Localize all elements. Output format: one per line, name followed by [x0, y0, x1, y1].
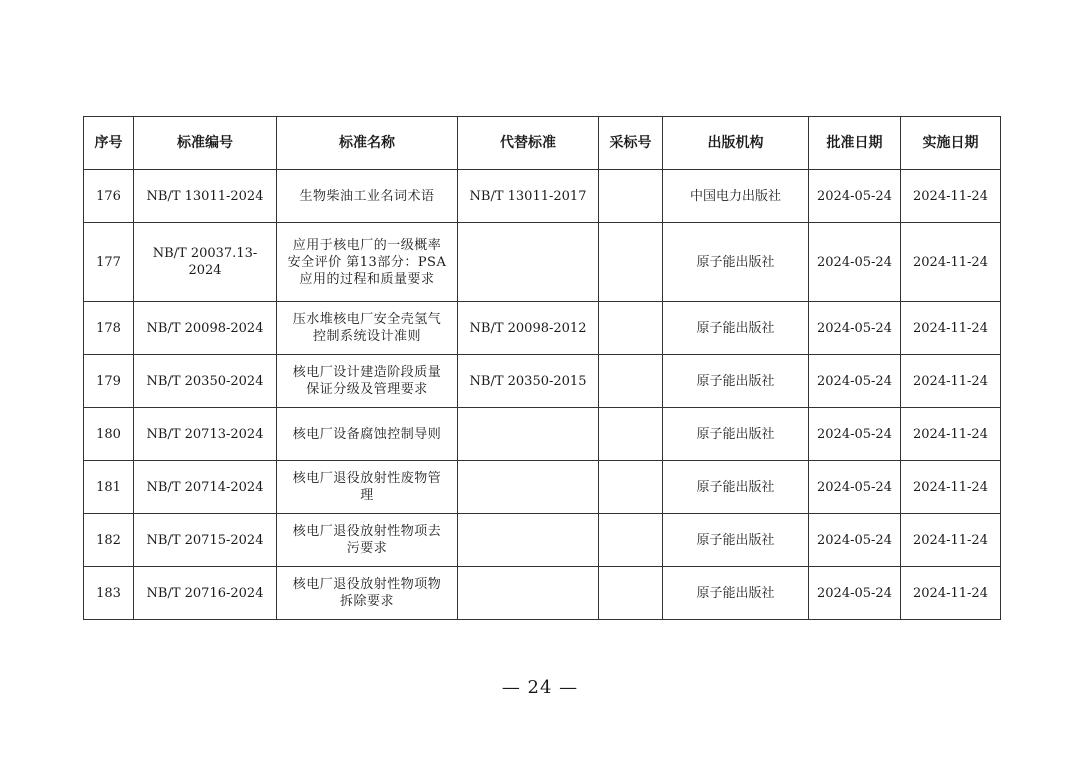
cell-seq: 182 — [84, 514, 134, 567]
cell-seq: 179 — [84, 355, 134, 408]
cell-publisher: 原子能出版社 — [663, 514, 809, 567]
cell-adopted — [599, 302, 663, 355]
table-row — [84, 461, 1001, 514]
table-row — [84, 355, 1001, 408]
cell-adopted — [599, 355, 663, 408]
cell-name: 核电厂设计建造阶段质量保证分级及管理要求 — [277, 355, 458, 408]
cell-adopted — [599, 223, 663, 302]
cell-seq: 176 — [84, 170, 134, 223]
header-publisher: 出版机构 — [663, 117, 809, 170]
table-row — [84, 567, 1001, 620]
cell-seq: 180 — [84, 408, 134, 461]
cell-effective: 2024-11-24 — [901, 567, 1001, 620]
cell-seq: 178 — [84, 302, 134, 355]
cell-name: 核电厂退役放射性废物管理 — [277, 461, 458, 514]
cell-name: 生物柴油工业名词术语 — [277, 170, 458, 223]
cell-code: NB/T 20716-2024 — [134, 567, 277, 620]
header-seq: 序号 — [84, 117, 134, 170]
cell-replaces: NB/T 13011-2017 — [458, 170, 599, 223]
cell-replaces: NB/T 20098-2012 — [458, 302, 599, 355]
cell-approved: 2024-05-24 — [809, 567, 901, 620]
cell-name: 应用于核电厂的一级概率安全评价 第13部分：PSA应用的过程和质量要求 — [277, 223, 458, 302]
cell-name: 核电厂退役放射性物项去污要求 — [277, 514, 458, 567]
cell-publisher: 中国电力出版社 — [663, 170, 809, 223]
table-row — [84, 302, 1001, 355]
header-effective: 实施日期 — [901, 117, 1001, 170]
cell-replaces — [458, 514, 599, 567]
cell-code: NB/T 20715-2024 — [134, 514, 277, 567]
standards-table — [83, 116, 1001, 620]
cell-code: NB/T 20098-2024 — [134, 302, 277, 355]
cell-effective: 2024-11-24 — [901, 461, 1001, 514]
header-replaces: 代替标准 — [458, 117, 599, 170]
cell-replaces — [458, 408, 599, 461]
header-row — [84, 117, 1001, 170]
table-row — [84, 170, 1001, 223]
cell-approved: 2024-05-24 — [809, 355, 901, 408]
header-code: 标准编号 — [134, 117, 277, 170]
cell-replaces — [458, 567, 599, 620]
table-row — [84, 408, 1001, 461]
cell-publisher: 原子能出版社 — [663, 302, 809, 355]
cell-approved: 2024-05-24 — [809, 514, 901, 567]
cell-seq: 177 — [84, 223, 134, 302]
cell-publisher: 原子能出版社 — [663, 461, 809, 514]
header-adopted: 采标号 — [599, 117, 663, 170]
cell-effective: 2024-11-24 — [901, 355, 1001, 408]
cell-adopted — [599, 567, 663, 620]
header-name: 标准名称 — [277, 117, 458, 170]
cell-effective: 2024-11-24 — [901, 514, 1001, 567]
page-number: — 24 — — [501, 677, 579, 698]
cell-replaces: NB/T 20350-2015 — [458, 355, 599, 408]
cell-code: NB/T 20350-2024 — [134, 355, 277, 408]
cell-code: NB/T 20037.13-2024 — [134, 223, 277, 302]
cell-adopted — [599, 408, 663, 461]
cell-code: NB/T 20714-2024 — [134, 461, 277, 514]
cell-effective: 2024-11-24 — [901, 170, 1001, 223]
cell-name: 核电厂设备腐蚀控制导则 — [277, 408, 458, 461]
cell-adopted — [599, 170, 663, 223]
cell-approved: 2024-05-24 — [809, 170, 901, 223]
cell-adopted — [599, 514, 663, 567]
cell-adopted — [599, 461, 663, 514]
cell-effective: 2024-11-24 — [901, 408, 1001, 461]
cell-code: NB/T 13011-2024 — [134, 170, 277, 223]
cell-effective: 2024-11-24 — [901, 223, 1001, 302]
cell-approved: 2024-05-24 — [809, 461, 901, 514]
cell-effective: 2024-11-24 — [901, 302, 1001, 355]
cell-replaces — [458, 223, 599, 302]
cell-replaces — [458, 461, 599, 514]
cell-name: 核电厂退役放射性物项物拆除要求 — [277, 567, 458, 620]
cell-name: 压水堆核电厂安全壳氢气控制系统设计准则 — [277, 302, 458, 355]
cell-publisher: 原子能出版社 — [663, 355, 809, 408]
cell-publisher: 原子能出版社 — [663, 408, 809, 461]
cell-seq: 183 — [84, 567, 134, 620]
cell-publisher: 原子能出版社 — [663, 567, 809, 620]
table-row — [84, 514, 1001, 567]
cell-approved: 2024-05-24 — [809, 302, 901, 355]
header-approved: 批准日期 — [809, 117, 901, 170]
table-row — [84, 223, 1001, 302]
cell-publisher: 原子能出版社 — [663, 223, 809, 302]
cell-approved: 2024-05-24 — [809, 408, 901, 461]
cell-seq: 181 — [84, 461, 134, 514]
cell-approved: 2024-05-24 — [809, 223, 901, 302]
cell-code: NB/T 20713-2024 — [134, 408, 277, 461]
